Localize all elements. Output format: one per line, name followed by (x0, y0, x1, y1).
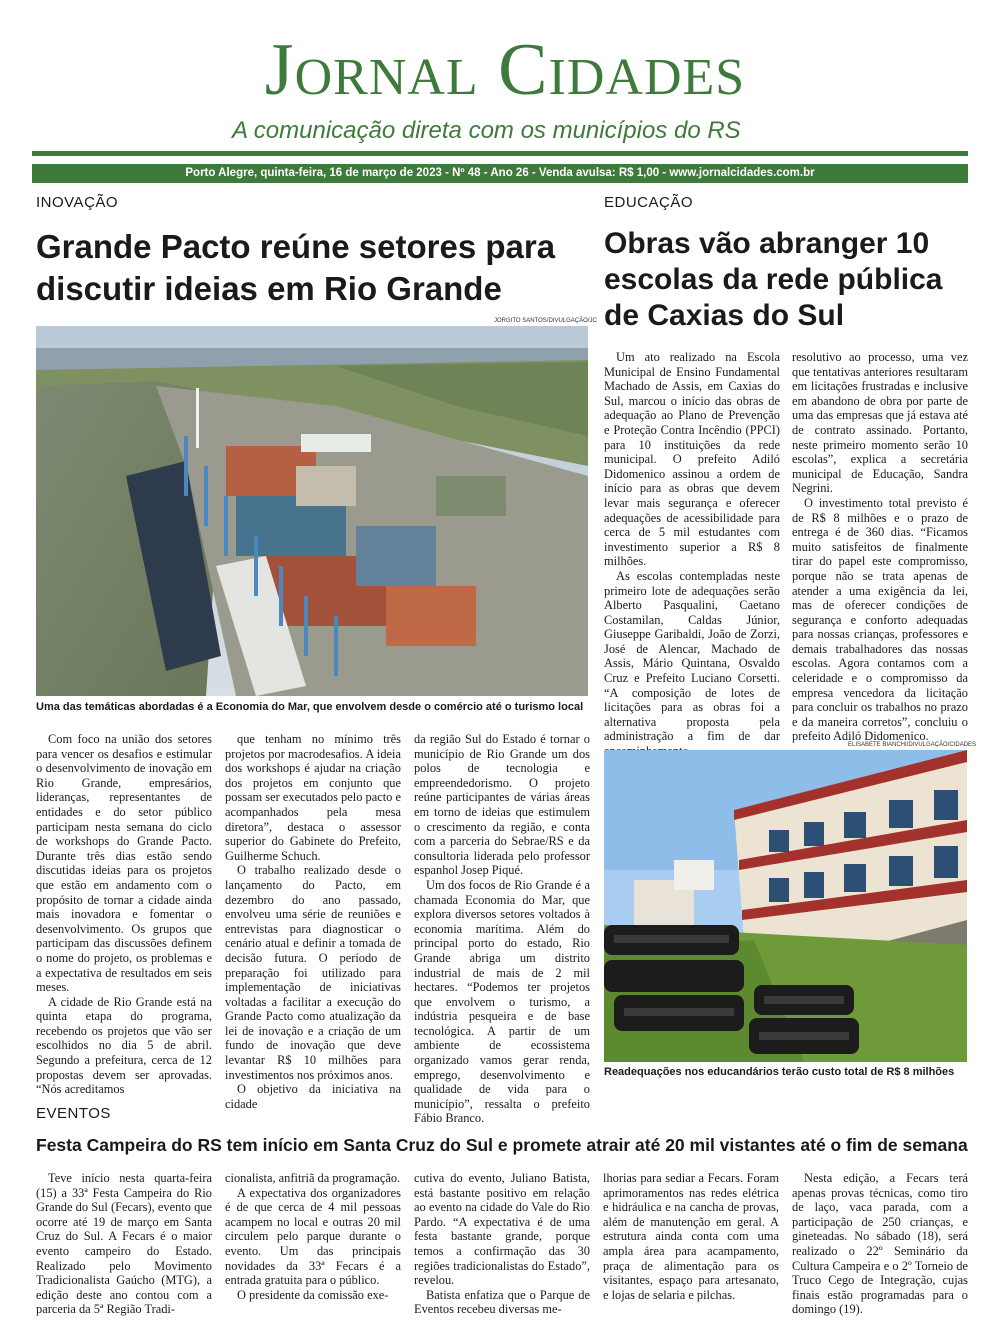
school-building-photo (604, 750, 967, 1062)
left-story-column-3 (414, 732, 590, 1126)
photo-caption-school: Readequações nos educandários terão custo total de R$ 8 milhões (604, 1066, 955, 1078)
right-story-column-1 (604, 350, 780, 744)
headline-festa-campeira: Festa Campeira do RS tem início em Santa Cruz do Sul e promete atrair até 20 mil vistantes até o fim de semana (36, 1135, 968, 1155)
section-kicker-eventos: EVENTOS (36, 1105, 111, 1122)
newspaper-title: Jornal Cidades (264, 29, 746, 111)
paragraph: que tenham no mínimo três projetos por macrodesafios. A ideia dos workshops é ajudar na criação dos projetos em conjunto que possam ser executados pelo pacto e acompanhados pela mesa diretora”, destaca o assessor superior do Gabinete do Prefeito, Guilherme Schuch. (225, 732, 401, 863)
paragraph: Teve início nesta quarta-feira (15) a 33ª Festa Campeira do Rio Grande do Sul (Fecars), evento que ocorre até 19 de março em Santa Cruz do Sul. A Fecars é o maior evento campeiro do Estado. Realizado pelo Movimento Tradicionalista Gaúcho (MTG), a edição deste ano contou com a parceria da 5ª Região Tradi- (36, 1171, 212, 1317)
paragraph: lhorias para sediar a Fecars. Foram aprimoramentos nas redes elétrica e hidráulica e na cancha de provas, além de manutenção em geral. A estrutura ainda conta com uma ampla área para acampamento, praça de alimentação para os visitantes, espaço para artesanato, e lojas de selaria e pilchas. (603, 1171, 779, 1302)
left-story-column-1 (36, 732, 212, 1097)
photo-credit-school: ELISABETE BIANCHI/DIVULGAÇÃO/CIDADES (848, 742, 977, 748)
paragraph: Nesta edição, a Fecars terá apenas provas técnicas, como tiro de laço, vaca parada, com a participação de 250 crianças, e gineteadas. No sábado (18), será realizado o 22º Seminário da Cultura Campeira e o 2º Torneio de Truco Cego de Integração, cujas finais estão programadas para o domingo (19). (792, 1171, 968, 1317)
paragraph: Batista enfatiza que o Parque de Eventos recebeu diversas me- (414, 1287, 590, 1317)
section-kicker-educacao: EDUCAÇÃO (604, 194, 694, 211)
paragraph: da região Sul do Estado é tornar o município de Rio Grande um dos polos de tecnologia e empreendedorismo. O projeto reúne participantes de várias áreas em torno de ideias que estimulem o crescimento da região, e conta com a parceria do Sebrae/RS e da consultoria liderada pelo professor espanhol Josep Piqué. (414, 732, 590, 878)
headline-obras-escolas: Obras vão abranger 10 escolas da rede pública de Caxias do Sul (604, 227, 943, 332)
photo-caption-port: Uma das temáticas abordadas é a Economia do Mar, que envolvem desde o comércio até o turismo local (36, 701, 584, 713)
right-story-column-2 (792, 350, 968, 744)
events-column-4 (603, 1171, 779, 1316)
paragraph: O presidente da comissão exe- (237, 1287, 389, 1302)
photo-credit-port: JORGITO SANTOS/DIVULGAÇÃO/JC (494, 318, 597, 324)
paragraph: resolutivo ao processo, uma vez que tentativas anteriores resultaram em licitações frustradas e inclusive em abandono de obra por parte de uma das empresas que já estava até de contrato assinado. Portanto, neste primeiro momento serão 10 escolas”, explica a secretária municipal de Educação, Sandra Negrini. (792, 350, 968, 496)
paragraph: O investimento total previsto é de R$ 8 milhões e o prazo de entrega é de 360 dias. “Ficamos muito satisfeitos de finalmente tirar do papel este compromisso, porque não se trata apenas de atender a uma exigência da lei, mas de oferecer condições de segurança e conforto adequadas para nossas crianças, professores e demais trabalhadores das nossas escolas. Agora contamos com a celeridade e o compromisso da empresa vencedora da licitação para concluir os trabalhos no prazo e da maneira corretos”, concluiu o prefeito Adiló Didomenico. (792, 495, 968, 744)
paragraph: cutiva do evento, Juliano Batista, está bastante positivo em relação ao evento na cidade do Vale do Rio Pardo. “A expectativa é de uma festa bastante grande, porque temos a confirmação das 30 regiões tradicionalistas do Estado”, revelou. (414, 1171, 590, 1288)
events-column-5 (792, 1171, 968, 1316)
masthead-rule (32, 151, 968, 156)
left-story-column-2 (225, 732, 401, 1111)
paragraph: O trabalho realizado desde o lançamento do Pacto, em dezembro do ano passado, envolveu uma série de reuniões e entrevistas para diagnosticar o cenário atual e definir a tomada de decisão futura. O período de preparação foi utilizado para implementação de iniciativas voltadas a facilitar a execução do Grande Pacto como atualização da lei de inovação e a criação de um fundo de inovação que deve levantar R$ 10 milhões para investimentos nos próximos anos. (225, 863, 401, 1082)
paragraph: A cidade de Rio Grande está na quinta etapa do programa, recebendo os projetos que vão ser escolhidos no dia 5 de abril. Segundo a prefeitura, cerca de 12 propostas devem ser aprovadas. “Nós acreditamos (36, 994, 212, 1097)
events-column-3 (414, 1171, 590, 1316)
dateline-bar: Porto Alegre, quinta-feira, 16 de março de 2023 - Nº 48 - Ano 26 - Venda avulsa: R$ 1,00 - www.jornalcidades.com.br (32, 164, 968, 183)
paragraph: Um dos focos de Rio Grande é a chamada Economia do Mar, que explora diversos setores voltados à economia marítima. Além do principal porto do estado, Rio Grande abriga um distrito industrial de mais de 2 mil hectares. “Podemos ter projetos que envolvem o turismo, a indústria pesqueira e de base tecnológica. A partir de um ambiente de ecossistema organizado vamos gerar renda, emprego, desenvolvimento e qualidade de vida para o município”, ressalta o prefeito Fábio Branco. (414, 877, 590, 1126)
paragraph: Um ato realizado na Escola Municipal de Ensino Fundamental Machado de Assis, em Caxias do Sul, marcou o início das obras de adequação ao Plano de Prevenção e Proteção Contra Incêndio (PPCI) para 10 instituições da rede municipal. O prefeito Adiló Didomenico assinou a ordem de início para as obras que devem levar mais segurança e oferecer adequações de acessibilidade para cerca de 5 mil estudantes com investimento superior a R$ 8 milhões. (604, 350, 780, 569)
paragraph: As escolas contempladas neste primeiro lote de adequações serão Alberto Pasqualini, Caetano Costamilan, Caldas Júnior, Giuseppe Garibaldi, João de Zorzi, José de Alencar, Machado de Assis, Mário Quintana, Osvaldo Cruz e Prefeito Luciano Corsetti. “A composição de lotes de licitações para as obras foi a alternativa proposta pela administração a fim de dar (604, 568, 780, 744)
masthead-logo (205, 30, 805, 110)
newspaper-tagline: A comunicação direta com os municípios do RS (232, 117, 741, 144)
paragraph: A expectativa dos organizadores é de que cerca de 4 mil pessoas acampem no local e outras 20 mil circulem pelo parque durante o evento. Um das principais novidades da 33ª Fecars é a entrada gratuita para o público. (225, 1185, 401, 1288)
section-kicker-inovacao: INOVAÇÃO (36, 194, 119, 211)
paragraph: Com foco na união dos setores para vencer os desafios e estimular o desenvolvimento de inovação em Rio Grande, empresários, lideranças, representantes de entidades e do setor público participam nesta semana do ciclo de workshops do Grande Pacto. Durante três dias estão sendo discutidas ideias para os projetos que estão em andamento com o propósito de tornar a cidade ainda mais inovadora e fomentar o desenvolvimento. Os grupos que participam das discussões definem o nome do projeto, os problemas e a expectativa de resultados em seis meses. (36, 732, 212, 995)
headline-grande-pacto: Grande Pacto reúne setores para discutir ideias em Rio Grande (36, 228, 556, 307)
port-aerial-photo (36, 326, 588, 696)
events-column-2 (225, 1171, 401, 1316)
paragraph: O objetivo da iniciativa na cidade (225, 1082, 401, 1111)
events-column-1 (36, 1171, 212, 1316)
paragraph: cionalista, anfitriã da programação. (225, 1171, 401, 1185)
